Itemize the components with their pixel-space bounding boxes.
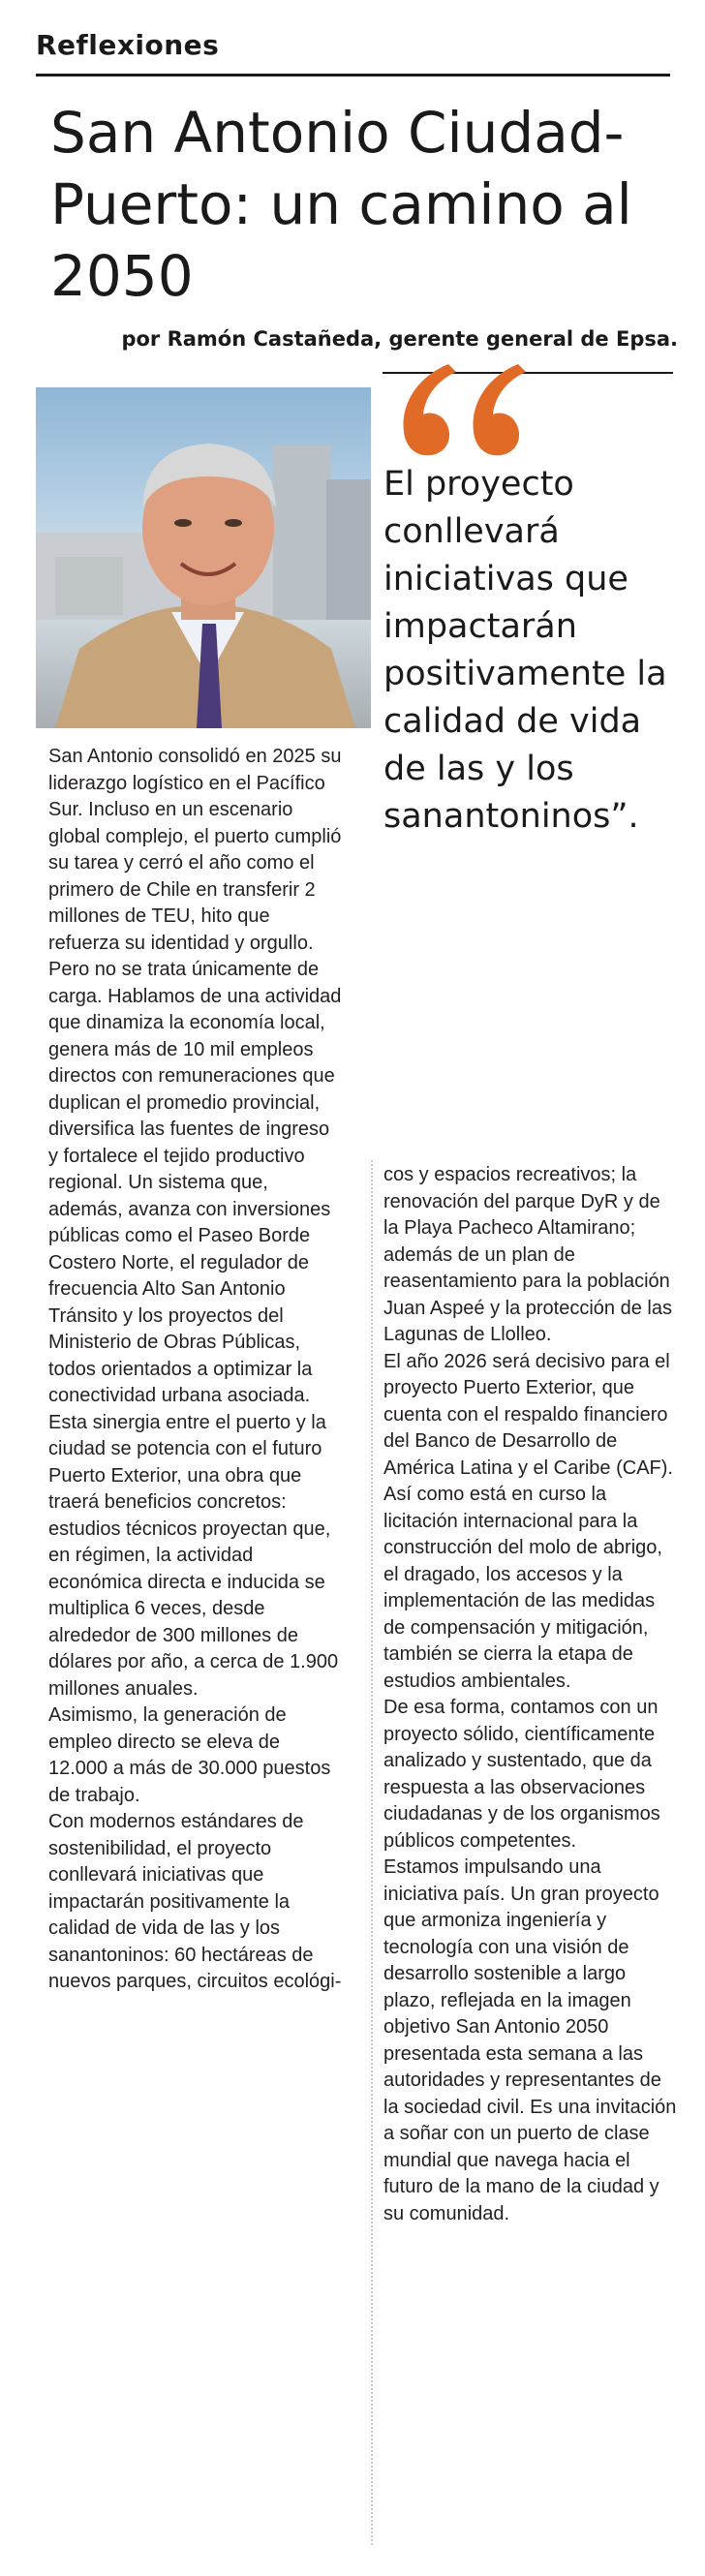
byline: por Ramón Castañeda, gerente general de Epsa. [121, 327, 678, 351]
body-paragraph: Esta sinergia entre el puerto y la ciudad se potencia con el futuro Puerto Exterior, una obra que traerá beneficios concretos: estudios técnicos proyectan que, en régimen, la actividad económica directa e inducida se multiplica 6 veces, desde alrededor de 300 millones de dólares por año, a cerca de 1.900 millones anuales. [48, 1411, 339, 1700]
body-paragraph: cos y espacios recreativos; la renovación del parque DyR y de la Playa Pacheco Altamirano; además de un plan de reasentamiento para la población Juan Aspeé y la protección de las Lagunas de Llolleo. [383, 1164, 672, 1345]
body-paragraph: Con modernos estándares de sostenibilidad, el proyecto conllevará iniciativas que impactarán positivamente la calidad de vida de las y los sanantoninos: 60 hectáreas de nuevos parques, circuitos ecológi- [48, 1811, 342, 1992]
quote-mark-icon [392, 356, 537, 463]
body-paragraph: El año 2026 será decisivo para el proyecto Puerto Exterior, que cuenta con el respaldo financiero del Banco de Desarrollo de América Latina y el Caribe (CAF). [383, 1350, 673, 1479]
body-paragraph: Así como está en curso la licitación internacional para la construcción del molo de abrigo, el dragado, los accesos y la implementación de las medidas de compensación y mitigación, también se cierra la etapa de estudios ambientales. [383, 1484, 662, 1692]
body-column-left [48, 744, 343, 1996]
body-paragraph: De esa forma, contamos con un proyecto sólido, científicamente analizado y sustentado, que da respuesta a las observaciones ciudadanas y de los organismos públicos competentes. [383, 1697, 660, 1852]
headline: San Antonio Ciudad-Puerto: un camino al 2050 [50, 100, 632, 309]
body-paragraph: San Antonio consolidó en 2025 su liderazgo logístico en el Pacífico Sur. Incluso en un escenario global complejo, el puerto cumplió su tarea y cerró el año como el primero de Chile en transferir 2 millones de TEU, hito que refuerza su identidad y orgullo. [48, 746, 342, 954]
section-label: Reflexiones [36, 29, 220, 61]
pull-quote: El proyecto conllevará iniciativas que impactarán positivamente la calidad de vida de las y los sanantoninos”. [383, 465, 667, 836]
author-portrait-icon [36, 387, 371, 728]
body-paragraph: Asimismo, la generación de empleo directo se eleva de 12.000 a más de 30.000 puestos de trabajo. [48, 1704, 331, 1806]
body-paragraph: Pero no se trata únicamente de carga. Hablamos de una actividad que dinamiza la economía local, genera más de 10 mil empleos directos con remuneraciones que duplican el promedio provincial, diversifica las fuentes de ingreso y fortalece el tejido productivo regional. Un sistema que, además, avanza con inversiones públicas como el Paseo Borde Costero Norte, el regulador de frecuencia Alto San Antonio Tránsito y los proyectos del Ministerio de Obras Públicas, todos orientados a optimizar la conectividad urbana asociada. [48, 959, 342, 1406]
section-rule [36, 74, 670, 77]
author-photo [36, 387, 371, 728]
body-column-right [383, 1162, 678, 2227]
body-paragraph: Estamos impulsando una iniciativa país. Un gran proyecto que armoniza ingeniería y tecnología con una visión de desarrollo sostenible a largo plazo, reflejada en la imagen objetivo San Antonio 2050 presentada esta semana a las autoridades y representantes de la sociedad civil. Es una invitación a soñar con un puerto de clase mundial que navega hacia el futuro de la mano de la ciudad y su comunidad. [383, 1856, 677, 2224]
column-divider [371, 1160, 373, 2545]
